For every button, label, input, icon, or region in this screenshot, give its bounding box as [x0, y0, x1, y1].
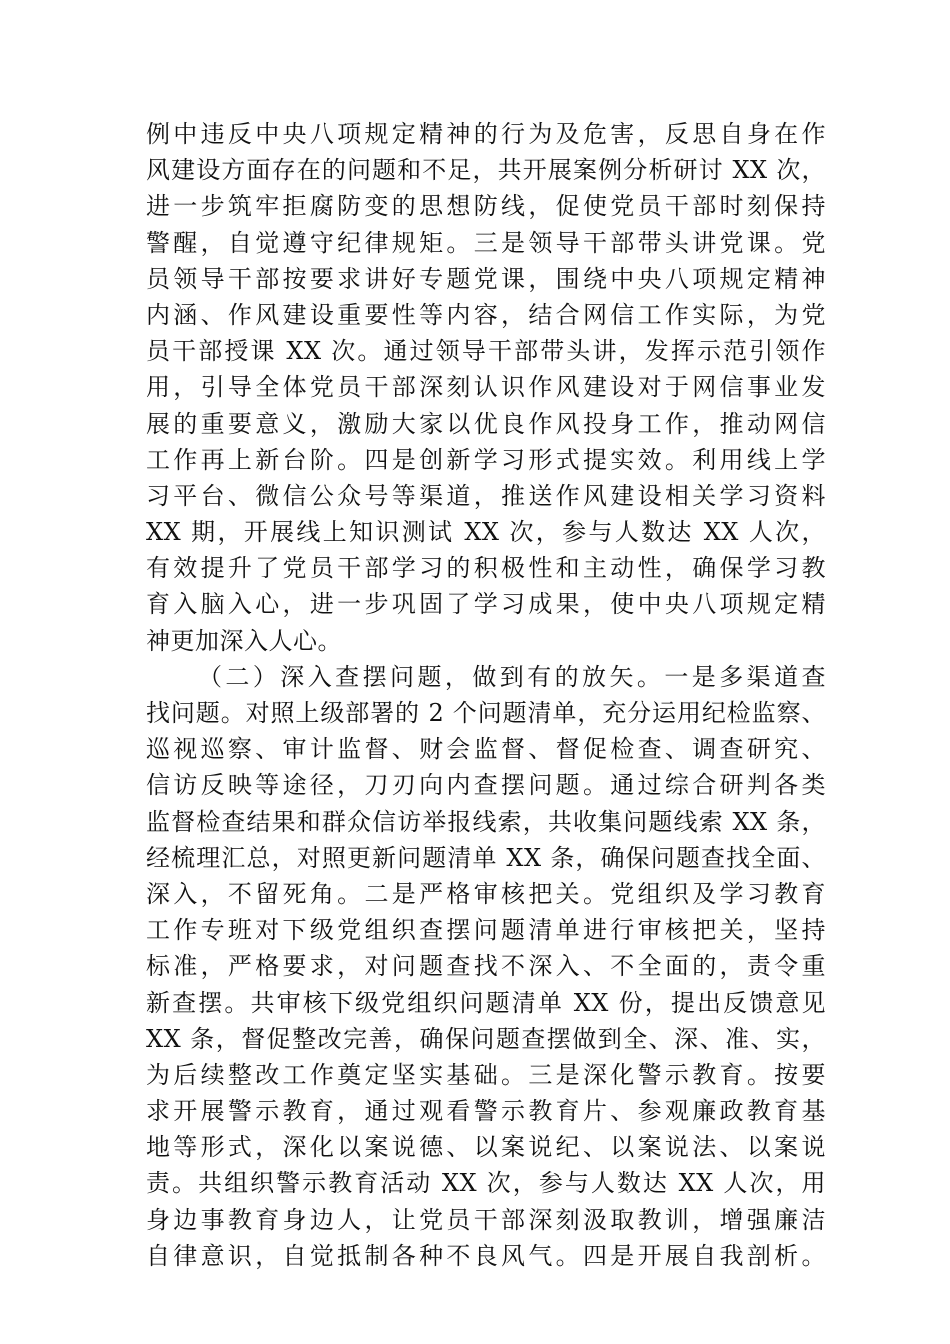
text-line: 标准，严格要求，对问题查找不深入、不全面的，责令重: [146, 952, 826, 981]
paragraph-problem-finding: [146, 659, 826, 1274]
text-line: 求开展警示教育，通过观看警示教育片、参观廉政教育基: [146, 1097, 826, 1126]
text-line: 风建设方面存在的问题和不足，共开展案例分析研讨 XX 次，: [146, 156, 826, 185]
text-line: 信访反映等途径，刀刃向内查摆问题。通过综合研判各类: [146, 771, 826, 800]
text-line: 员领导干部按要求讲好专题党课，围绕中央八项规定精神: [146, 264, 826, 293]
text-line: 有效提升了党员干部学习的积极性和主动性，确保学习教: [146, 554, 826, 583]
paragraph-study-education: [146, 116, 826, 659]
text-line: 工作再上新台阶。四是创新学习形式提实效。利用线上学: [146, 445, 826, 474]
text-line: 习平台、微信公众号等渠道，推送作风建设相关学习资料: [146, 481, 826, 510]
text-line: 自律意识，自觉抵制各种不良风气。四是开展自我剖析。: [146, 1241, 826, 1270]
text-line: XX 期，开展线上知识测试 XX 次，参与人数达 XX 人次，: [146, 518, 826, 547]
text-line: 新查摆。共审核下级党组织问题清单 XX 份，提出反馈意见: [146, 988, 826, 1017]
text-line: 内涵、作风建设重要性等内容，结合网信工作实际，为党: [146, 300, 826, 329]
text-line: 员干部授课 XX 次。通过领导干部带头讲，发挥示范引领作: [146, 337, 826, 366]
text-line: 监督检查结果和群众信访举报线索，共收集问题线索 XX 条，: [146, 807, 826, 836]
text-line: 责。共组织警示教育活动 XX 次，参与人数达 XX 人次，用: [146, 1169, 826, 1198]
text-line: 巡视巡察、审计监督、财会监督、督促检查、调查研究、: [146, 735, 826, 764]
text-line: 警醒，自觉遵守纪律规矩。三是领导干部带头讲党课。党: [146, 228, 826, 257]
document-body: [146, 116, 826, 1274]
text-line: 找问题。对照上级部署的 2 个问题清单，充分运用纪检监察、: [146, 699, 826, 727]
text-line: XX 条，督促整改完善，确保问题查摆做到全、深、准、实，: [146, 1024, 826, 1053]
text-line: 育入脑入心，进一步巩固了学习成果，使中央八项规定精: [146, 590, 826, 619]
text-line: 进一步筑牢拒腐防变的思想防线，促使党员干部时刻保持: [146, 192, 826, 221]
text-line: 为后续整改工作奠定坚实基础。三是深化警示教育。按要: [146, 1060, 826, 1089]
section-heading-line: （二）深入查摆问题，做到有的放矢。一是多渠道查: [198, 662, 826, 691]
text-line: 深入，不留死角。二是严格审核把关。党组织及学习教育: [146, 879, 826, 908]
text-line: 例中违反中央八项规定精神的行为及危害，反思自身在作: [146, 120, 826, 148]
text-line: 工作专班对下级党组织查摆问题清单进行审核把关，坚持: [146, 916, 826, 945]
text-line: 展的重要意义，激励大家以优良作风投身工作，推动网信: [146, 409, 826, 438]
text-line: 经梳理汇总，对照更新问题清单 XX 条，确保问题查找全面、: [146, 843, 826, 872]
text-line: 地等形式，深化以案说德、以案说纪、以案说法、以案说: [146, 1133, 826, 1162]
text-line: 身边事教育身边人，让党员干部深刻汲取教训，增强廉洁: [146, 1205, 826, 1234]
text-line: 用，引导全体党员干部深刻认识作风建设对于网信事业发: [146, 373, 826, 402]
text-line: 神更加深入人心。: [146, 626, 342, 655]
